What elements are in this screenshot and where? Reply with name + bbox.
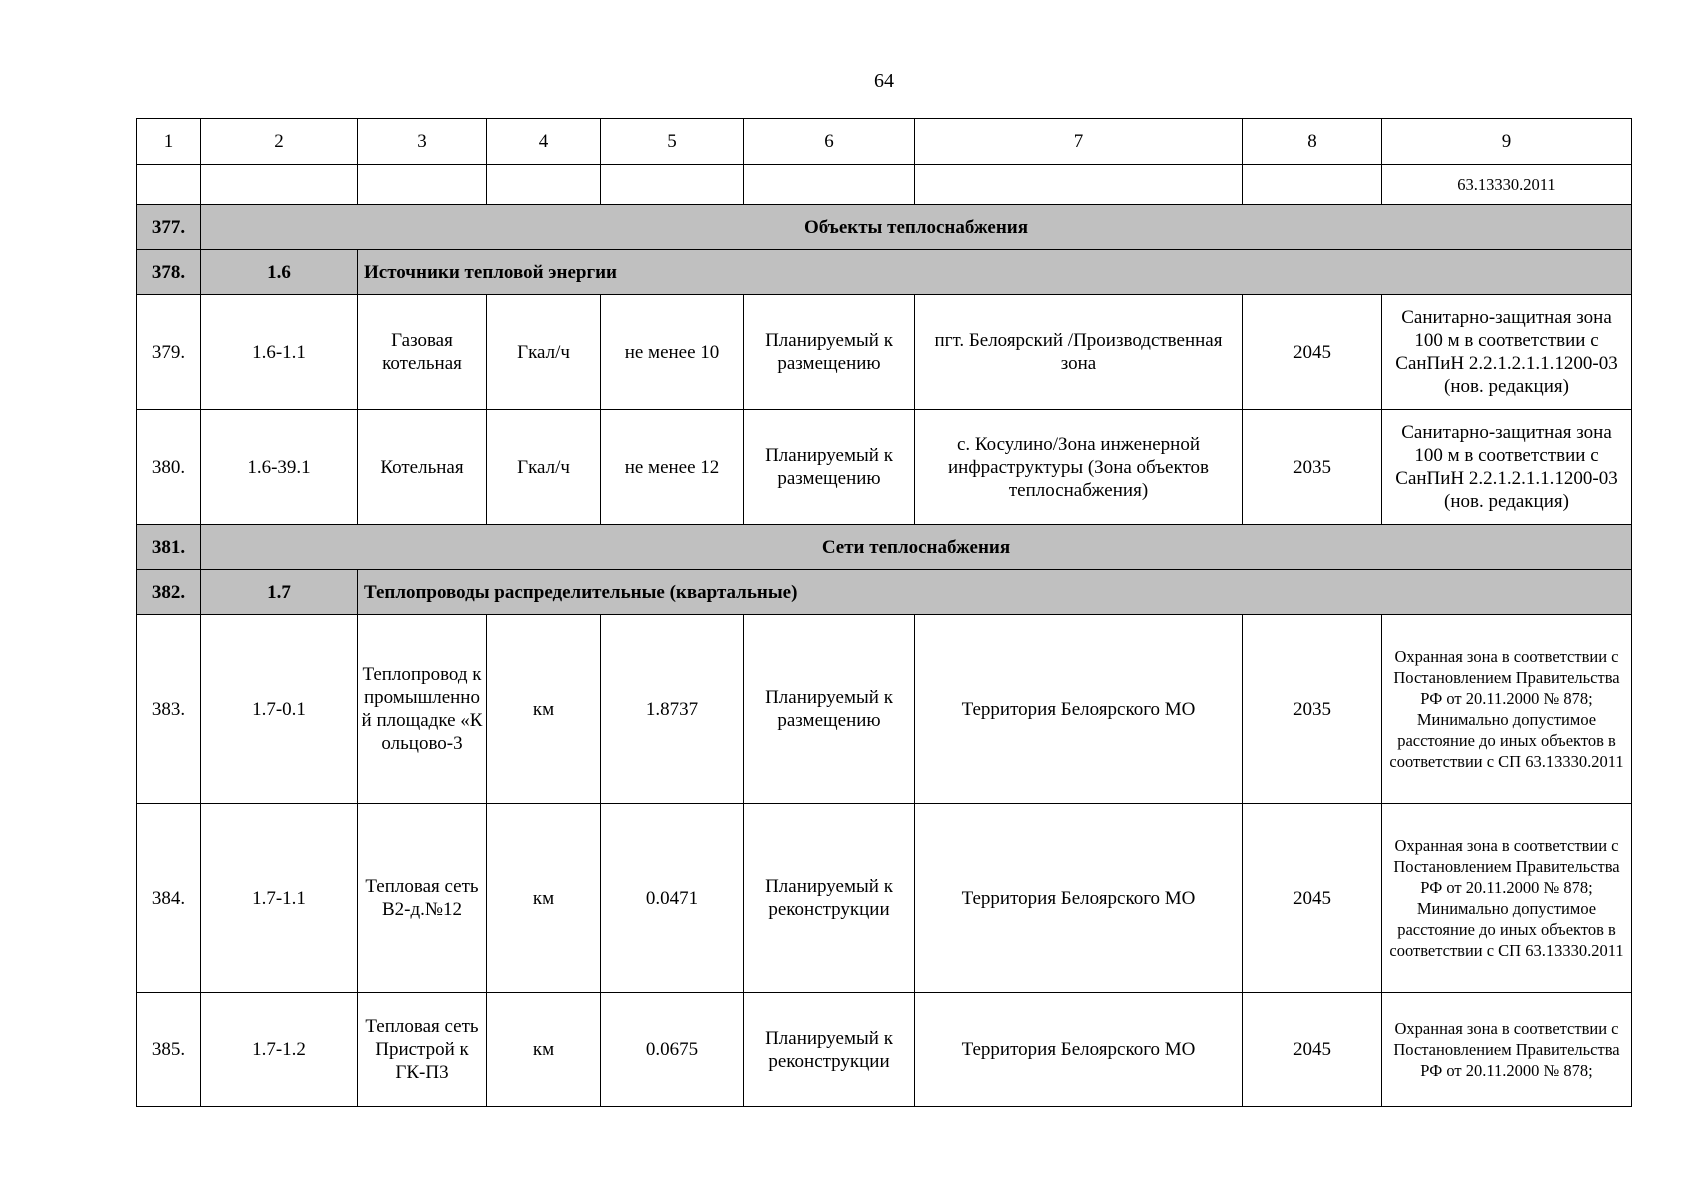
- unit: Гкал/ч: [487, 410, 601, 525]
- status: Планируемый к размещению: [744, 295, 915, 410]
- object-code: 1.6-39.1: [201, 410, 358, 525]
- status: Планируемый к размещению: [744, 410, 915, 525]
- status: Планируемый к размещению: [744, 615, 915, 804]
- empty-cell: [1243, 165, 1382, 205]
- zone-cell: Охранная зона в соответствии с Постановлением Правительства РФ от 20.11.2000 № 878; Минимально допустимое расстояние до иных объектов в соответствии с СП 63.13330.2011: [1382, 804, 1632, 993]
- object-code: 1.7-1.2: [201, 993, 358, 1107]
- continuation-row: [137, 165, 1632, 205]
- empty-cell: [487, 165, 601, 205]
- subsection-row: [137, 250, 1632, 295]
- unit: км: [487, 615, 601, 804]
- object-code: 1.6-1.1: [201, 295, 358, 410]
- table-row: [137, 804, 1632, 993]
- column-header: 9: [1382, 119, 1632, 165]
- unit: Гкал/ч: [487, 295, 601, 410]
- column-header: 2: [201, 119, 358, 165]
- year: 2045: [1243, 993, 1382, 1107]
- length: 1.8737: [601, 615, 744, 804]
- column-header: 6: [744, 119, 915, 165]
- object-name: Газовая котельная: [358, 295, 487, 410]
- section-title: Объекты теплоснабжения: [201, 205, 1632, 250]
- table-row: [137, 993, 1632, 1107]
- unit: км: [487, 804, 601, 993]
- status: Планируемый к реконструкции: [744, 804, 915, 993]
- status: Планируемый к реконструкции: [744, 993, 915, 1107]
- row-number: 382.: [137, 570, 201, 615]
- section-row: [137, 525, 1632, 570]
- objects-table: [136, 118, 1632, 1107]
- length: 0.0471: [601, 804, 744, 993]
- year: 2045: [1243, 804, 1382, 993]
- location: пгт. Белоярский /Производственная зона: [915, 295, 1243, 410]
- location: Территория Белоярского МО: [915, 615, 1243, 804]
- capacity: не менее 10: [601, 295, 744, 410]
- empty-cell: [358, 165, 487, 205]
- empty-cell: [915, 165, 1243, 205]
- location: Территория Белоярского МО: [915, 993, 1243, 1107]
- empty-cell: [201, 165, 358, 205]
- object-name: Теплопровод к промышленной площадке «Кольцово-3: [358, 615, 487, 804]
- row-number: 383.: [137, 615, 201, 804]
- location: Территория Белоярского МО: [915, 804, 1243, 993]
- column-header: 4: [487, 119, 601, 165]
- location: с. Косулино/Зона инженерной инфраструктуры (Зона объектов теплоснабжения): [915, 410, 1243, 525]
- object-code: 1.7-1.1: [201, 804, 358, 993]
- row-number: 378.: [137, 250, 201, 295]
- object-name: Котельная: [358, 410, 487, 525]
- row-number: 385.: [137, 993, 201, 1107]
- column-header: 8: [1243, 119, 1382, 165]
- row-number: 380.: [137, 410, 201, 525]
- zone-cell: Охранная зона в соответствии с Постановлением Правительства РФ от 20.11.2000 № 878; Минимально допустимое расстояние до иных объектов в соответствии с СП 63.13330.2011: [1382, 615, 1632, 804]
- subsection-row: [137, 570, 1632, 615]
- table-row: [137, 615, 1632, 804]
- subsection-title: Теплопроводы распределительные (квартальные): [358, 570, 1632, 615]
- page-number: 64: [874, 70, 894, 92]
- column-header: 7: [915, 119, 1243, 165]
- object-name: Тепловая сеть Пристрой к ГК-П3: [358, 993, 487, 1107]
- section-row: [137, 205, 1632, 250]
- zone-cell: Санитарно-защитная зона 100 м в соответствии с СанПиН 2.2.1.2.1.1.1200-03 (нов. редакция): [1382, 295, 1632, 410]
- subsection-title: Источники тепловой энергии: [358, 250, 1632, 295]
- empty-cell: [744, 165, 915, 205]
- empty-cell: [601, 165, 744, 205]
- table-row: [137, 410, 1632, 525]
- column-header: 1: [137, 119, 201, 165]
- unit: км: [487, 993, 601, 1107]
- empty-cell: [137, 165, 201, 205]
- length: 0.0675: [601, 993, 744, 1107]
- object-code: 1.7-0.1: [201, 615, 358, 804]
- subsection-code: 1.7: [201, 570, 358, 615]
- column-header-row: [137, 119, 1632, 165]
- year: 2045: [1243, 295, 1382, 410]
- column-header: 3: [358, 119, 487, 165]
- subsection-code: 1.6: [201, 250, 358, 295]
- year: 2035: [1243, 615, 1382, 804]
- row-number: 379.: [137, 295, 201, 410]
- section-title: Сети теплоснабжения: [201, 525, 1632, 570]
- capacity: не менее 12: [601, 410, 744, 525]
- row-number: 381.: [137, 525, 201, 570]
- zone-cell: Охранная зона в соответствии с Постановлением Правительства РФ от 20.11.2000 № 878;: [1382, 993, 1632, 1107]
- zone-cell: Санитарно-защитная зона 100 м в соответствии с СанПиН 2.2.1.2.1.1.1200-03 (нов. редакция): [1382, 410, 1632, 525]
- row-number: 377.: [137, 205, 201, 250]
- zone-cell: 63.13330.2011: [1382, 165, 1632, 205]
- column-header: 5: [601, 119, 744, 165]
- year: 2035: [1243, 410, 1382, 525]
- table-row: [137, 295, 1632, 410]
- row-number: 384.: [137, 804, 201, 993]
- object-name: Тепловая сеть В2-д.№12: [358, 804, 487, 993]
